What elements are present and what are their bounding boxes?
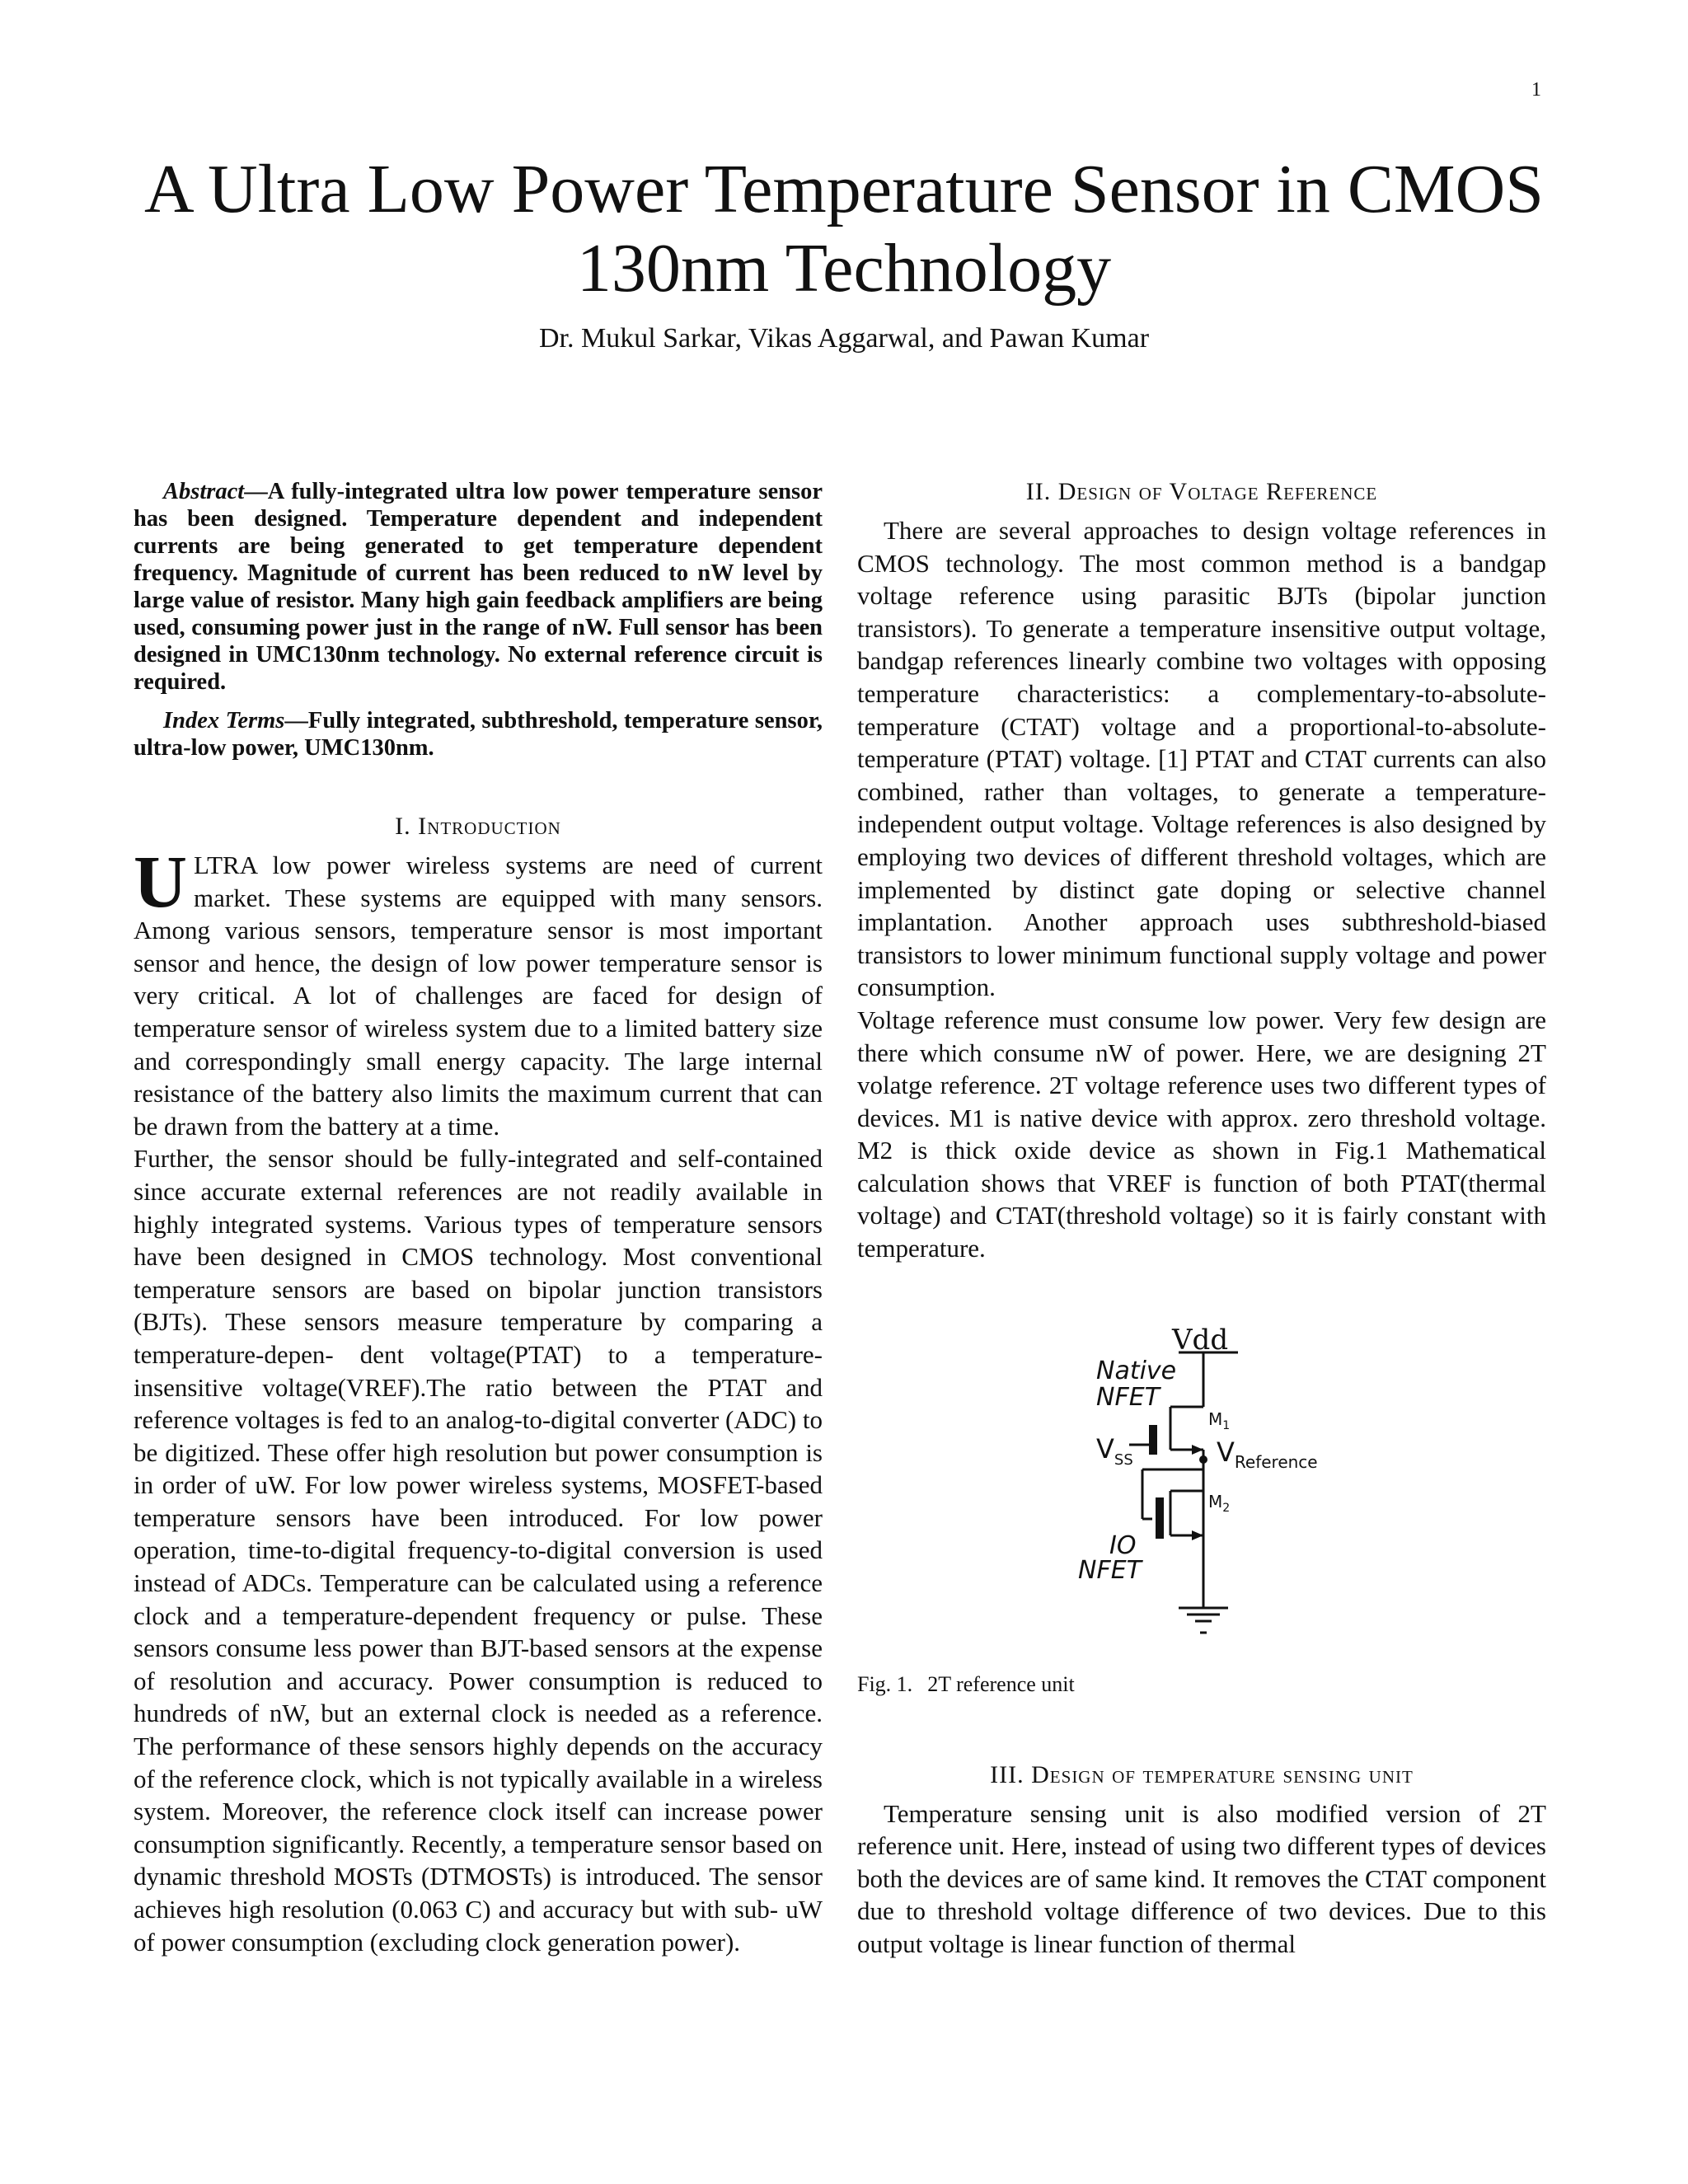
figure-caption (857, 1672, 1090, 1697)
figure-1 (857, 1313, 1546, 1696)
label-m2 (1208, 1492, 1230, 1515)
voltage-ref-paragraph-2: Voltage reference must consume low power. Very few design are there which consume nW of power. Here, we are designing 2T volatge reference. 2T voltage reference uses two different types of devices. M1 is native device with approx. zero threshold voltage. M2 is thick oxide device as shown in Fig.1 Mathematical calculation shows that VREF is function of both PTAT(thermal voltage) and CTAT(threshold voltage) so it is fairly constant with temperature. (857, 1005, 1546, 1263)
label-vref-v: V (1217, 1436, 1235, 1468)
label-nfet-2: NFET (1078, 1555, 1142, 1585)
intro-paragraph-2: Further, the sensor should be fully-integrated and self-contained since accurate external references are not readily available in highly integrated systems. Various types of temperature sensors have been designed in CMOS technology. Most conventional temperature sensors are based on bipolar junction transistors (BJTs). These sensors measure temperature by comparing a temperature-depen- dent voltage(PTAT) to a temperature-insensitive voltage(VREF).The ratio between the PTAT and reference voltages is fed to an analog-to-digital converter (ADC) to be digitized. These offer high resolution but power consumption is in order of uW. For low power wireless systems, MOSFET-based temperature sensors have been introduced. For low power operation, time-to-digital frequency-to-digital conversion is used instead of ADCs. Temperature can be calculated using a reference clock and a temperature-dependent frequency or pulse. These sensors consume less power than BJT-based sensors at the expense of resolution and accuracy. Power consumption is reduced to hundreds of nW, but an external clock is needed as a reference. The performance of these sensors highly depends on the accuracy of the reference clock, which is not typically available in a wireless system. Moreover, the reference clock itself can increase power consumption significantly. Recently, a temperature sensor based on dynamic threshold MOSTs (DTMOSTs) is introduced. The sensor achieves high resolution (0.063 C) and accuracy but with sub- uW of power consumption (excluding clock generation power). (134, 1144, 823, 1957)
label-m2-sub: 2 (1222, 1501, 1231, 1515)
circuit-diagram (857, 1313, 1546, 1659)
label-vss-sub: SS (1114, 1451, 1133, 1469)
label-vref-sub: Reference (1234, 1451, 1318, 1472)
m1-arrow (1192, 1445, 1203, 1455)
section-heading-introduction: I. Introduction (395, 813, 561, 840)
label-vreference (1217, 1436, 1318, 1472)
section-heading-temperature-sensing: III. Design of temperature sensing unit (990, 1760, 1414, 1788)
index-terms-label: Index Terms (163, 708, 285, 733)
label-vss-v: V (1096, 1432, 1114, 1465)
paper-title: A Ultra Low Power Temperature Sensor in CMOS 130nm Technology (143, 151, 1544, 307)
figure-caption-label: Fig. 1. (857, 1671, 913, 1696)
index-terms (134, 707, 823, 762)
paper-authors: Dr. Mukul Sarkar, Vikas Aggarwal, and Pawan Kumar (538, 323, 1150, 354)
m2-gate (1156, 1497, 1164, 1539)
section-heading-voltage-reference: II. Design of Voltage Reference (1025, 478, 1378, 505)
voltage-ref-paragraph-1: There are several approaches to design voltage references in CMOS technology. The most common method is a bandgap voltage reference using parasitic BJTs (bipolar junction transistors). To generate a temperature insensitive output voltage, bandgap references linearly combine two voltages with opposing temperature characteristics: a complementary-to-absolute-temperature (CTAT) voltage and a proportional-to-absolute-temperature (PTAT) voltage. [1] PTAT and CTAT currents can also combined, rather than voltages, to generate a temperature-independent output voltage. Voltage references is also designed by employing two devices of different threshold voltages, which are implemented by distinct gate doping or selective channel implantation. Another approach uses subthreshold-biased transistors to lower minimum functional supply voltage and power consumption. (857, 516, 1546, 1002)
dropcap: U (134, 841, 187, 923)
left-column (134, 478, 823, 1958)
label-native: Native (1096, 1356, 1177, 1385)
abstract-text: —A fully-integrated ultra low power temperature sensor has been designed. Temperature dependent and independent currents are being generated to get temperature dependent frequency. Magnitude of current has been reduced to nW level by large value of resistor. Many high gain feedback amplifiers are being used, consuming power just in the range of nW. Full sensor has been designed in UMC130nm technology. No external reference circuit is required. (134, 479, 823, 695)
intro-paragraph-1-text: LTRA low power wireless systems are need of current market. These systems are equipped with many sensors. Among various sensors, temperature sensor is most important sensor and hence, the design of low power temperature sensor is very critical. A lot of challenges are faced for design of temperature sensor of wireless system due to a limited battery size and correspondingly small energy capacity. The large internal resistance of the battery also limits the maximum current that can be drawn from the battery at a time. (134, 851, 823, 1141)
label-io: IO (1109, 1530, 1137, 1560)
page-number: 1 (1531, 79, 1541, 101)
reference-node (1199, 1455, 1207, 1464)
figure-caption-text: 2T reference unit (927, 1671, 1075, 1696)
abstract (134, 478, 823, 696)
label-vdd: Vdd (1172, 1323, 1229, 1357)
label-m1-sub: 1 (1222, 1418, 1231, 1432)
m1-gate (1149, 1425, 1157, 1455)
abstract-label: Abstract (163, 479, 245, 504)
index-terms-text: —Fully integrated, subthreshold, temperature sensor, ultra-low power, UMC130nm. (134, 708, 823, 761)
m2-arrow (1192, 1530, 1203, 1540)
label-m1 (1208, 1409, 1230, 1432)
right-column (857, 478, 1546, 1961)
label-m1-m: M (1208, 1408, 1223, 1429)
intro-paragraph-1 (134, 841, 823, 1142)
temp-sensing-paragraph-1: Temperature sensing unit is also modified version of 2T reference unit. Here, instead of using two different types of devices both the devices are of same kind. It removes the CTAT component due to threshold voltage difference of two devices. Due to this output voltage is linear function of thermal (857, 1798, 1546, 1959)
label-m2-m: M (1208, 1491, 1223, 1511)
label-vss (1096, 1433, 1133, 1469)
label-nfet-1: NFET (1096, 1382, 1160, 1412)
